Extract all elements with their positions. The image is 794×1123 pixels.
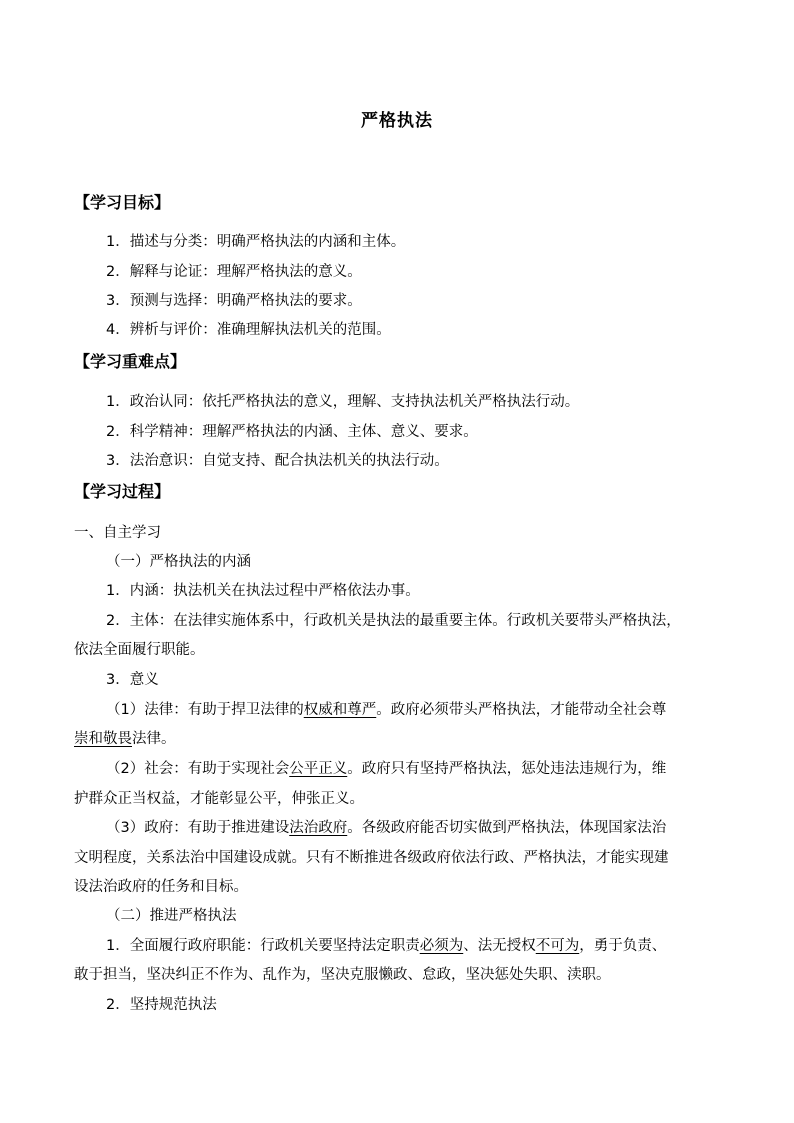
list-item: 1．政治认同：依托严格执法的意义，理解、支持执法机关严格执法行动。: [106, 394, 580, 410]
text-run: 法律。: [132, 731, 176, 747]
section-heading-process: 【学习过程】: [74, 482, 171, 501]
paragraph: 设法治政府的任务和目标。: [74, 879, 248, 895]
section-heading-key-points: 【学习重难点】: [74, 352, 187, 371]
underlined-term: 必须为: [419, 938, 464, 954]
paragraph-law-cont: [74, 729, 176, 749]
underlined-term: 权威和尊严: [303, 702, 377, 718]
paragraph: 1．内涵：执法机关在执法过程中严格依法办事。: [106, 583, 420, 599]
list-item: 1．描述与分类：明确严格执法的内涵和主体。: [106, 234, 406, 250]
list-item: 4．辨析与评价：准确理解执法机关的范围。: [106, 322, 391, 338]
underlined-term: 不可为: [535, 938, 580, 954]
paragraph-duties: [106, 936, 666, 956]
paragraph: 护群众正当权益，才能彰显公平，伸张正义。: [74, 791, 364, 807]
text-run: 1．全面履行政府职能：行政机关要坚持法定职责: [106, 938, 420, 954]
paragraph: 依法全面履行职能。: [74, 642, 205, 658]
text-run: 。政府只有坚持严格执法，惩处违法违规行为，维: [347, 761, 667, 777]
list-item: 2．解释与论证：理解严格执法的意义。: [106, 264, 362, 280]
page-title: 严格执法: [361, 111, 433, 131]
text-run: 。各级政府能否切实做到严格执法，体现国家法治: [347, 820, 667, 836]
list-item: 3．法治意识：自觉支持、配合执法机关的执法行动。: [106, 453, 449, 469]
paragraph-government: [106, 818, 666, 838]
underlined-term: 崇和敬畏: [74, 731, 132, 747]
text-run: 、法无授权: [463, 938, 536, 954]
paragraph-law: [106, 700, 666, 720]
part-heading: 一、自主学习: [74, 525, 161, 541]
list-item: 2．科学精神：理解严格执法的内涵、主体、意义、要求。: [106, 424, 478, 440]
paragraph: 敢于担当，坚决纠正不作为、乱作为，坚决克服懒政、怠政，坚决惩处失职、渎职。: [74, 967, 611, 983]
paragraph: 文明程度，关系法治中国建设成就。只有不断推进各级政府依法行政、严格执法，才能实现建: [74, 850, 669, 866]
paragraph-society: [106, 759, 666, 779]
subsection-heading: （二）推进严格执法: [106, 908, 237, 924]
list-item: 3．预测与选择：明确严格执法的要求。: [106, 293, 362, 309]
section-heading-goals: 【学习目标】: [74, 193, 171, 212]
paragraph: 2．坚持规范执法: [106, 997, 217, 1013]
text-run: （1）法律：有助于捍卫法律的: [106, 702, 304, 718]
underlined-term: 公平正义: [289, 761, 348, 777]
underlined-term: 法治政府: [289, 820, 348, 836]
paragraph: 3．意义: [106, 672, 159, 688]
paragraph: 2．主体：在法律实施体系中，行政机关是执法的最重要主体。行政机关要带头严格执法，: [106, 613, 681, 629]
text-run: （3）政府：有助于推进建设: [106, 820, 290, 836]
text-run: （2）社会：有助于实现社会: [106, 761, 290, 777]
subsection-heading: （一）严格执法的内涵: [106, 554, 251, 570]
text-run: 。政府必须带头严格执法，才能带动全社会尊: [376, 702, 667, 718]
text-run: ，勇于负责、: [579, 938, 667, 954]
